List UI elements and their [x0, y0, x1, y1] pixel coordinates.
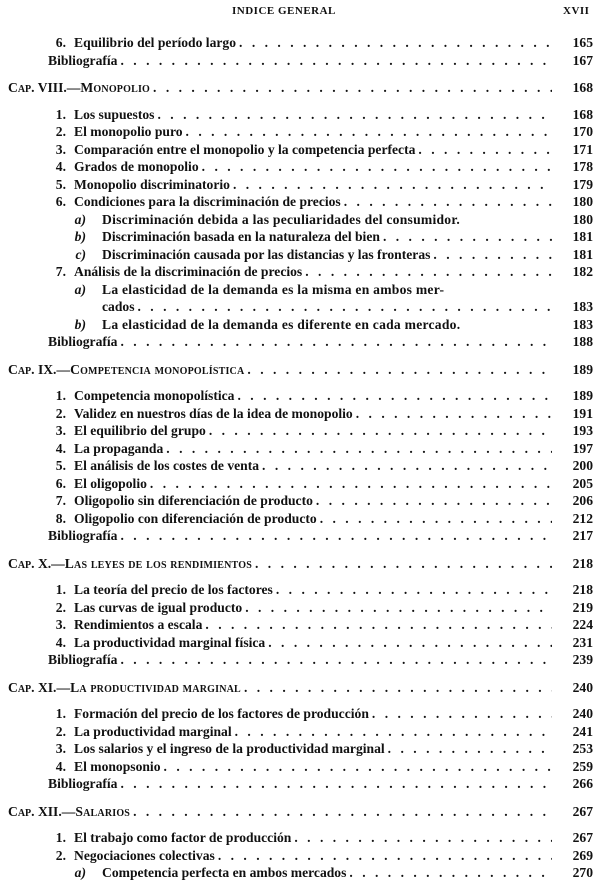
toc-entry-title: La propaganda	[74, 440, 164, 456]
toc-page-number: 259	[572, 758, 593, 774]
toc-entry-text-group	[74, 847, 552, 864]
dot-leader	[317, 510, 552, 527]
toc-page-number: 167	[572, 52, 593, 68]
toc-entry-number: 4.	[55, 758, 66, 774]
toc-entry-title: Análisis de la discriminación de precios	[74, 264, 303, 279]
toc-page-number: 200	[572, 458, 593, 473]
toc-entry-title: La elasticidad de la demanda es la misma en ambos mer-	[102, 281, 445, 297]
chapter-title: Competencia monopolística	[70, 361, 245, 377]
toc-entry-text-group	[102, 281, 552, 298]
toc-chapter-heading: Cap. IX.—Competencia monopolística	[8, 361, 245, 377]
toc-page-number: 267	[572, 830, 593, 845]
dot-leader	[273, 581, 552, 598]
chapter-label: Cap.	[8, 80, 35, 95]
toc-entry-text-group	[102, 228, 552, 245]
toc-entry-text-group	[74, 634, 552, 651]
toc-entry-row	[0, 422, 600, 440]
dot-leader	[302, 263, 552, 280]
toc-chapter-row	[0, 361, 600, 379]
dot-leader	[291, 829, 552, 846]
toc-entry-row	[0, 758, 600, 776]
dot-leader	[117, 333, 552, 350]
toc-entry-text-group	[8, 361, 552, 378]
toc-entry-text-group	[102, 246, 552, 263]
dot-leader	[241, 679, 552, 696]
toc-entry-text-group	[48, 775, 552, 792]
toc-entry-text-group	[74, 106, 552, 123]
toc-page-number: 206	[572, 493, 593, 508]
toc-entry-number: a)	[74, 281, 86, 297]
table-of-contents	[0, 34, 600, 882]
chapter-label: Cap.	[8, 555, 35, 571]
toc-page-number: 182	[572, 264, 593, 279]
toc-page-number: 218	[572, 555, 593, 571]
toc-page-number: 178	[572, 159, 593, 174]
toc-entry-text-group	[74, 829, 552, 846]
toc-entry-text-group	[74, 440, 552, 457]
dot-leader	[215, 847, 552, 864]
toc-page-number: 183	[572, 299, 593, 314]
toc-page-number: 191	[572, 405, 593, 421]
toc-entry-row	[0, 211, 600, 229]
toc-entry-text-group	[74, 475, 552, 492]
toc-entry-row	[0, 616, 600, 634]
toc-entry-text-group	[8, 79, 552, 96]
toc-entry-text-group	[74, 176, 552, 193]
toc-entry-row	[0, 387, 600, 405]
toc-entry-text-group	[102, 298, 552, 315]
toc-entry-text-group	[74, 581, 552, 598]
toc-page-number: 179	[572, 176, 593, 192]
toc-entry-title: El monopolio puro	[74, 124, 183, 139]
dot-leader	[150, 79, 552, 96]
toc-entry-number: 4.	[55, 159, 66, 174]
toc-page-number: 180	[572, 211, 593, 227]
toc-page-number: 267	[572, 803, 593, 819]
toc-entry-title: Bibliografía	[48, 528, 118, 543]
toc-entry-title: Discriminación debida a las peculiaridades del consumidor.	[102, 211, 461, 227]
dot-leader	[415, 141, 552, 158]
toc-entry-title: La teoría del precio de los factores	[74, 582, 273, 597]
toc-entry-title: Equilibrio del período largo	[74, 35, 237, 50]
toc-entry-text-group	[74, 492, 552, 509]
toc-entry-text-group	[74, 740, 552, 757]
running-head-title: INDICE GENERAL	[232, 5, 336, 17]
toc-entry-number: 4.	[55, 634, 66, 650]
toc-entry-title: La productividad marginal física	[74, 634, 266, 650]
toc-page-number: 231	[572, 634, 593, 650]
toc-entry-number: a)	[74, 865, 86, 880]
toc-entry-title: El equilibrio del grupo	[74, 423, 206, 438]
chapter-number: IX.	[37, 361, 57, 377]
toc-entry-text-group	[48, 651, 552, 668]
toc-page-number: 180	[572, 194, 593, 209]
toc-entry-title: Bibliografía	[48, 334, 118, 349]
toc-entry-text-group	[74, 141, 552, 158]
toc-page-number: 217	[572, 528, 593, 543]
toc-entry-text-group	[74, 123, 552, 140]
toc-entry-title: Oligopolio sin diferenciación de producto	[74, 493, 313, 508]
toc-page-number: 168	[572, 106, 593, 122]
chapter-title: Monopolio	[80, 80, 151, 95]
toc-entry-number: b)	[74, 229, 86, 244]
dot-leader	[385, 740, 552, 757]
dot-leader	[117, 52, 552, 69]
toc-chapter-row	[0, 555, 600, 573]
toc-entry-title: Competencia monopolística	[74, 388, 235, 403]
toc-page-number: 197	[572, 440, 593, 456]
toc-entry-text-group	[74, 723, 552, 740]
toc-entry-text-group	[102, 864, 552, 881]
toc-entry-number: 1.	[55, 582, 66, 597]
toc-entry-text-group	[74, 387, 552, 404]
dot-leader	[163, 440, 552, 457]
toc-entry-title: Las curvas de igual producto	[74, 599, 243, 615]
chapter-title: Salarios	[75, 803, 131, 819]
toc-entry-text-group	[8, 679, 552, 696]
toc-entry-title: Grados de monopolio	[74, 159, 199, 174]
toc-entry-text-group	[74, 34, 552, 51]
toc-entry-row	[0, 864, 600, 882]
chapter-title: La productividad marginal	[70, 679, 241, 695]
toc-page-number: 189	[572, 361, 593, 377]
toc-entry-row	[0, 440, 600, 458]
toc-entry-text-group	[74, 457, 552, 474]
toc-entry-row	[0, 158, 600, 176]
toc-entry-title: Discriminación basada en la naturaleza del bien	[102, 229, 380, 244]
toc-entry-title: Bibliografía	[48, 776, 118, 791]
toc-entry-title: El análisis de los costes de venta	[74, 458, 260, 473]
toc-entry-text-group	[48, 527, 552, 544]
dot-leader	[369, 705, 552, 722]
dot-leader	[117, 651, 552, 668]
running-head	[0, 2, 600, 20]
toc-entry-number: 1.	[55, 106, 66, 122]
running-head-page-number: XVII	[563, 5, 590, 17]
toc-entry-text-group	[8, 555, 552, 572]
toc-entry-row	[0, 106, 600, 124]
dot-leader	[346, 864, 552, 881]
toc-entry-row	[0, 316, 600, 334]
toc-entry-number: 2.	[55, 847, 66, 863]
toc-entry-number: 2.	[55, 723, 66, 739]
toc-entry-text-group	[74, 422, 552, 439]
toc-entry-row	[0, 141, 600, 159]
toc-entry-row	[0, 333, 600, 351]
dot-leader	[232, 723, 552, 740]
toc-entry-row	[0, 527, 600, 545]
dot-leader	[154, 106, 552, 123]
toc-chapter-heading: Cap. XII.—Salarios	[8, 803, 131, 819]
dot-leader	[147, 475, 552, 492]
dot-leader	[183, 123, 552, 140]
toc-entry-row	[0, 510, 600, 528]
chapter-number: X.	[37, 555, 52, 571]
toc-entry-number: c)	[75, 246, 86, 262]
toc-entry-number: 6.	[55, 475, 66, 491]
toc-entry-title: Los salarios y el ingreso de la productividad marginal	[74, 741, 385, 756]
toc-entry-title: Bibliografía	[48, 52, 118, 68]
dot-leader	[265, 634, 552, 651]
toc-entry-number: 8.	[55, 510, 66, 526]
toc-entry-text-group	[102, 316, 552, 333]
toc-page-number: 181	[572, 246, 593, 262]
toc-entry-text-group	[74, 599, 552, 616]
toc-entry-title: Monopolio discriminatorio	[74, 176, 230, 192]
toc-entry-row	[0, 52, 600, 70]
toc-entry-number: 3.	[55, 141, 66, 157]
toc-entry-number: 2.	[55, 599, 66, 615]
toc-entry-title: Oligopolio con diferenciación de producto	[74, 510, 317, 526]
toc-entry-number: 7.	[55, 493, 66, 508]
toc-page-number: 188	[572, 334, 593, 349]
toc-entry-row	[0, 740, 600, 758]
toc-entry-text-group	[74, 193, 552, 210]
toc-entry-text-group	[74, 263, 552, 280]
toc-entry-row	[0, 634, 600, 652]
toc-entry-row	[0, 475, 600, 493]
toc-entry-title: El monopsonio	[74, 758, 161, 774]
toc-entry-text-group	[74, 405, 552, 422]
toc-entry-title: cados	[102, 299, 135, 314]
toc-entry-row	[0, 34, 600, 52]
toc-entry-title: Condiciones para la discriminación de precios	[74, 194, 341, 209]
toc-chapter-heading: Cap. XI.—La productividad marginal	[8, 679, 241, 695]
toc-entry-row	[0, 705, 600, 723]
toc-entry-number: a)	[74, 211, 86, 227]
dot-leader	[236, 34, 552, 51]
toc-page-number: 266	[572, 776, 593, 791]
toc-page-number: 219	[572, 599, 593, 615]
toc-entry-number: 6.	[55, 194, 66, 209]
toc-entry-number: 3.	[55, 741, 66, 756]
toc-page-number: 189	[572, 388, 593, 403]
toc-entry-text-group	[74, 158, 552, 175]
toc-page-number: 240	[572, 706, 593, 721]
toc-entry-number: 1.	[55, 388, 66, 403]
toc-entry-row	[0, 405, 600, 423]
chapter-number: XI.	[37, 679, 57, 695]
toc-page-number: 241	[572, 723, 593, 739]
dot-leader	[313, 492, 552, 509]
dot-leader	[234, 387, 552, 404]
toc-entry-text-group	[74, 705, 552, 722]
toc-page-number: 240	[572, 679, 593, 695]
toc-entry-text-group	[48, 333, 552, 350]
chapter-number: VIII.	[37, 80, 67, 95]
toc-entry-title: Negociaciones colectivas	[74, 847, 215, 863]
dot-leader	[252, 555, 552, 572]
dot-leader	[380, 228, 552, 245]
dot-leader	[430, 246, 552, 263]
toc-page-number: 253	[572, 741, 593, 756]
toc-entry-title: El oligopolio	[74, 475, 147, 491]
toc-entry-title: Validez en nuestros días de la idea de monopolio	[74, 405, 353, 421]
toc-page-number: 168	[572, 80, 593, 95]
toc-entry-title: La productividad marginal	[74, 723, 232, 739]
toc-entry-row	[0, 298, 600, 316]
toc-entry-row	[0, 651, 600, 669]
toc-chapter-row	[0, 79, 600, 97]
chapter-label: Cap.	[8, 803, 35, 819]
toc-entry-number: 5.	[55, 458, 66, 473]
toc-page-number: 193	[572, 423, 593, 438]
toc-entry-number: 6.	[55, 35, 66, 50]
dot-leader	[353, 405, 552, 422]
toc-entry-row	[0, 492, 600, 510]
dot-leader	[117, 527, 552, 544]
toc-entry-title: Competencia perfecta en ambos mercados	[102, 865, 347, 880]
toc-entry-number: 1.	[55, 830, 66, 845]
toc-page-number: 224	[572, 617, 593, 632]
toc-entry-row	[0, 263, 600, 281]
toc-entry-title: Los supuestos	[74, 106, 155, 122]
toc-chapter-row	[0, 803, 600, 821]
dot-leader	[341, 193, 552, 210]
dot-leader	[206, 422, 552, 439]
toc-entry-row	[0, 246, 600, 264]
toc-chapter-heading: Cap. X.—Las leyes de los rendimientos	[8, 555, 252, 571]
toc-page-number: 165	[572, 35, 593, 50]
toc-page-number: 181	[572, 229, 593, 244]
toc-entry-title: Discriminación causada por las distancias y las fronteras	[102, 246, 431, 262]
toc-entry-text-group	[48, 52, 552, 69]
chapter-label: Cap.	[8, 361, 35, 377]
toc-entry-row	[0, 193, 600, 211]
toc-entry-row	[0, 123, 600, 141]
dot-leader	[244, 361, 552, 378]
dot-leader	[130, 803, 552, 820]
toc-entry-text-group	[102, 211, 552, 228]
toc-page-number: 239	[572, 652, 593, 667]
toc-page-number: 218	[572, 582, 593, 597]
toc-entry-text-group	[74, 758, 552, 775]
dot-leader	[117, 775, 552, 792]
toc-entry-title: Rendimientos a escala	[74, 617, 203, 632]
toc-page-number: 205	[572, 475, 593, 491]
dot-leader	[202, 616, 552, 633]
toc-page-number: 212	[572, 510, 593, 526]
chapter-label: Cap.	[8, 679, 35, 695]
toc-page-number: 170	[572, 124, 593, 139]
dot-leader	[230, 176, 552, 193]
toc-entry-number: 2.	[55, 124, 66, 139]
toc-entry-title: Comparación entre el monopolio y la competencia perfecta	[74, 141, 416, 157]
toc-entry-text-group	[74, 510, 552, 527]
toc-entry-row	[0, 847, 600, 865]
toc-entry-title: La elasticidad de la demanda es diferente en cada mercado.	[102, 316, 461, 332]
dot-leader	[242, 599, 552, 616]
toc-entry-number: 3.	[55, 423, 66, 438]
dot-leader	[134, 298, 552, 315]
toc-page-number: 270	[572, 865, 593, 880]
dot-leader	[199, 158, 552, 175]
toc-chapter-row	[0, 679, 600, 697]
toc-entry-number: 2.	[55, 405, 66, 421]
dot-leader	[161, 758, 552, 775]
toc-entry-number: 4.	[55, 440, 66, 456]
chapter-number: XII.	[37, 803, 62, 819]
toc-entry-row	[0, 599, 600, 617]
dot-leader	[259, 457, 552, 474]
toc-entry-number: 5.	[55, 176, 66, 192]
toc-entry-number: b)	[74, 316, 86, 332]
toc-entry-title: El trabajo como factor de producción	[74, 830, 292, 845]
toc-entry-text-group	[74, 616, 552, 633]
toc-entry-row	[0, 723, 600, 741]
chapter-title: Las leyes de los rendimientos	[64, 555, 252, 571]
toc-entry-row	[0, 581, 600, 599]
toc-page-number: 269	[572, 847, 593, 863]
toc-page-number: 183	[572, 316, 593, 332]
toc-entry-text-group	[8, 803, 552, 820]
toc-entry-number: 7.	[55, 264, 66, 279]
toc-entry-row	[0, 457, 600, 475]
toc-page-number: 171	[572, 141, 593, 157]
toc-entry-number: 3.	[55, 617, 66, 632]
toc-entry-row	[0, 228, 600, 246]
toc-entry-row	[0, 176, 600, 194]
toc-chapter-heading: Cap. VIII.—Monopolio	[8, 80, 151, 95]
toc-entry-row	[0, 775, 600, 793]
toc-entry-row	[0, 829, 600, 847]
toc-entry-title: Formación del precio de los factores de producción	[74, 706, 369, 721]
toc-entry-row	[0, 281, 600, 299]
toc-entry-number: 1.	[55, 706, 66, 721]
toc-entry-title: Bibliografía	[48, 652, 118, 667]
